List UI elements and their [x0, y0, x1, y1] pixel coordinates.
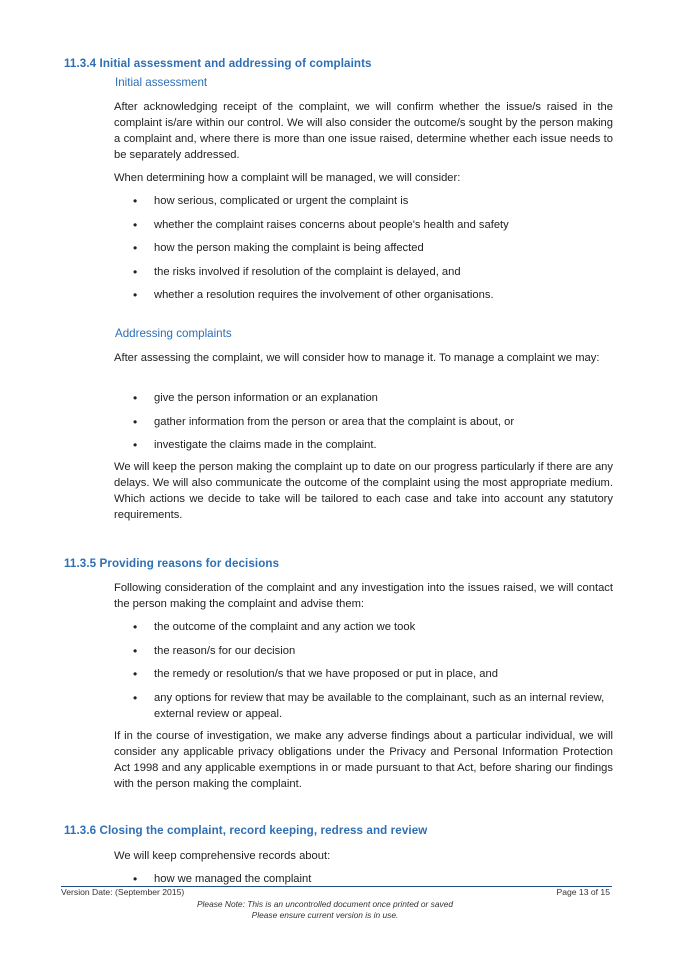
paragraph: When determining how a complaint will be managed, we will consider:: [114, 172, 461, 184]
list-item: • investigate the claims made in the complaint.: [114, 437, 614, 453]
footer-version-date: Version Date: (September 2015): [61, 887, 185, 897]
list-item: • give the person information or an explanation: [114, 390, 614, 406]
bullet-list: [114, 390, 614, 453]
list-item: • the reason/s for our decision: [114, 643, 614, 659]
subheading-initial-assessment: Initial assessment: [115, 76, 208, 89]
paragraph: We will keep the person making the complaint up to date on our progress particularly if there are any delays. We will also communicate the outcome of the complaint using the most appropriate medium. Which actions we decide to take will be tailored to each case and take into account any statutory requirements.: [114, 461, 613, 521]
footer-page-number: Page 13 of 15: [556, 887, 610, 897]
list-item: • any options for review that may be available to the complainant, such as an internal review, external review or appeal.: [114, 690, 614, 722]
footer-note: Please Note: This is an uncontrolled document once printed or saved: [196, 899, 454, 909]
section-heading-11-3-6: 11.3.6 Closing the complaint, record keeping, redress and review: [64, 824, 428, 837]
list-item: • the risks involved if resolution of the complaint is delayed, and: [114, 264, 614, 280]
subheading-addressing-complaints: Addressing complaints: [115, 327, 232, 340]
paragraph: Following consideration of the complaint and any investigation into the issues raised, we will contact the person making the complaint and advise them:: [114, 582, 613, 610]
list-item: • how we managed the complaint: [114, 871, 614, 887]
section-heading-11-3-5: 11.3.5 Providing reasons for decisions: [64, 557, 280, 570]
footer-note-version: Please ensure current version is in use.: [251, 910, 399, 920]
paragraph: After acknowledging receipt of the complaint, we will confirm whether the issue/s raised in the complaint is/are within our control. We will also consider the outcome/s sought by the person making a complaint and, where there is more than one issue raised, determine whether each issue needs to be separately addressed.: [114, 101, 613, 161]
bullet-list: [114, 193, 614, 303]
list-item: • gather information from the person or area that the complaint is about, or: [114, 414, 614, 430]
list-item: • how the person making the complaint is being affected: [114, 240, 614, 256]
list-item: • whether the complaint raises concerns about people's health and safety: [114, 217, 614, 233]
list-item: • the outcome of the complaint and any action we took: [114, 619, 614, 635]
paragraph: We will keep comprehensive records about:: [114, 850, 331, 862]
paragraph: If in the course of investigation, we make any adverse findings about a particular individual, we will consider any applicable privacy obligations under the Privacy and Personal Information Protection Act 1998 and any applicable exemptions in or made pursuant to that Act, before sharing our findings with the person making the complaint.: [114, 730, 613, 790]
list-item: • whether a resolution requires the involvement of other organisations.: [114, 287, 614, 303]
bullet-list: [114, 871, 614, 887]
list-item: • the remedy or resolution/s that we have proposed or put in place, and: [114, 666, 614, 682]
bullet-list: [114, 619, 614, 722]
paragraph: After assessing the complaint, we will consider how to manage it. To manage a complaint we may:: [114, 352, 600, 364]
section-heading-11-3-4: 11.3.4 Initial assessment and addressing of complaints: [64, 57, 372, 70]
list-item: • how serious, complicated or urgent the complaint is: [114, 193, 614, 209]
